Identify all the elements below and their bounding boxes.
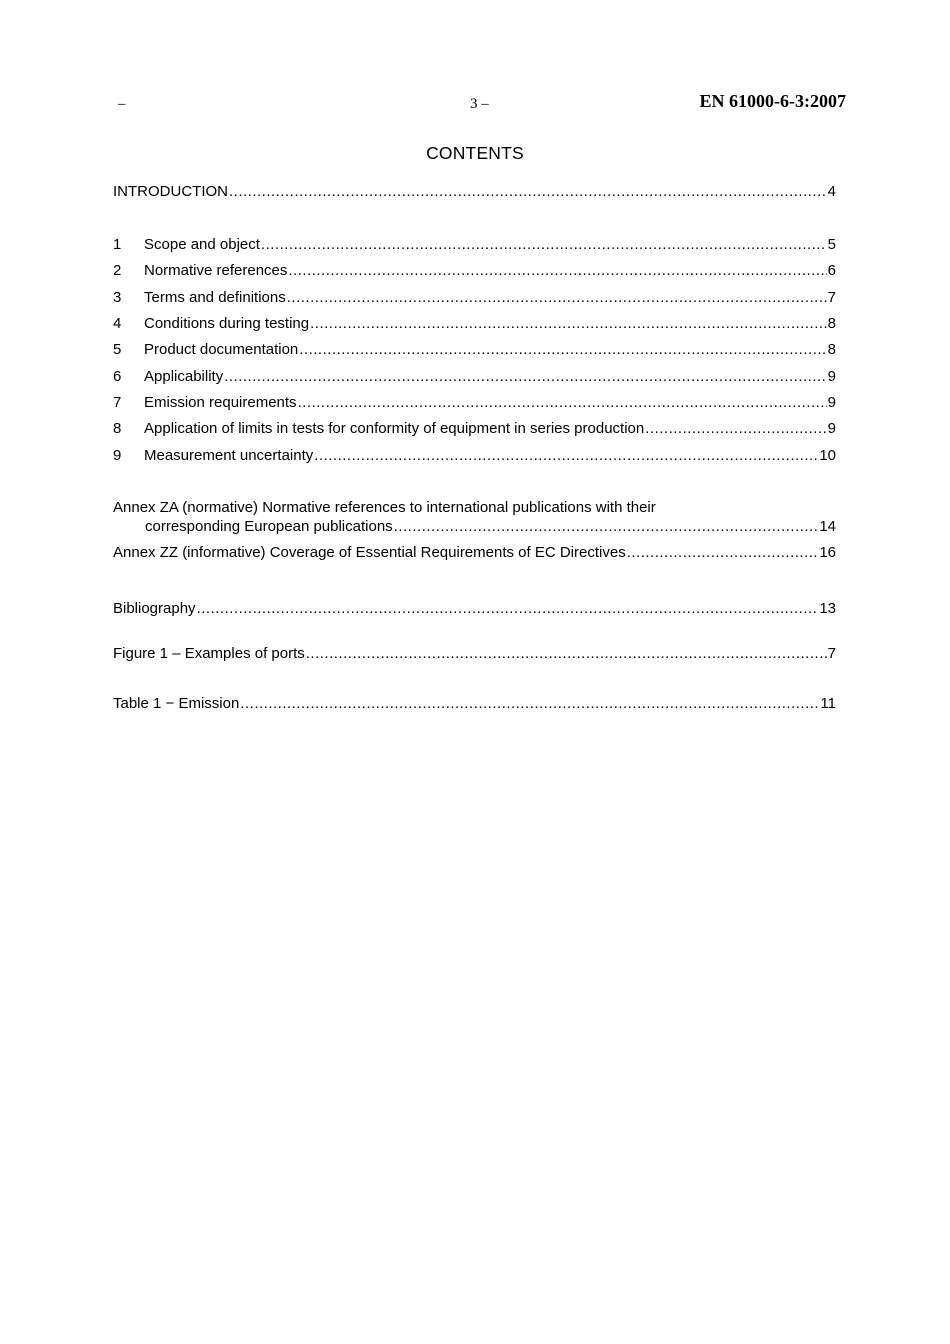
toc-entry-label: Conditions during testing [144, 315, 310, 332]
toc-entry-annex-za[interactable] [145, 517, 836, 537]
toc-entry-bibliography[interactable] [113, 599, 836, 619]
toc-entry-figure-1[interactable] [113, 644, 836, 664]
toc-entry-clause-9[interactable] [113, 446, 836, 466]
toc-entry-clause-8[interactable] [113, 419, 836, 439]
toc-entry-clause-3[interactable] [113, 288, 836, 308]
toc-entry-page: 11 [820, 695, 836, 712]
toc-entry-page: 5 [827, 236, 836, 253]
toc-entry-label: Annex ZZ (informative) Coverage of Essential Requirements of EC Directives [113, 544, 626, 561]
toc-entry-label: Measurement uncertainty [144, 447, 314, 464]
contents-title: CONTENTS [426, 143, 524, 163]
toc-entry-page: 7 [827, 289, 836, 306]
toc-entry-page: 9 [827, 420, 836, 437]
dot-leader [299, 340, 826, 360]
toc-entry-label: Applicability [144, 368, 224, 385]
toc-entry-annex-za-title[interactable]: Annex ZA (normative) Normative references to international publications with their [113, 499, 656, 516]
toc-entry-label: Emission requirements [144, 394, 297, 411]
toc-entry-label: Application of limits in tests for conformity of equipment in series production [144, 420, 645, 437]
toc-entry-page: 4 [827, 183, 836, 200]
toc-entry-page: 6 [827, 262, 836, 279]
toc-entry-page: 10 [819, 447, 836, 464]
dot-leader [310, 314, 827, 334]
toc-entry-number: 9 [113, 447, 122, 464]
toc-entry-clause-4[interactable] [113, 314, 836, 334]
toc-entry-label: Normative references [144, 262, 288, 279]
dot-leader [298, 393, 827, 413]
toc-entry-label: corresponding European publications [145, 518, 393, 535]
toc-entry-clause-7[interactable] [113, 393, 836, 413]
toc-entry-page: 8 [827, 315, 836, 332]
toc-entry-number: 8 [113, 420, 122, 437]
toc-entry-number: 7 [113, 394, 122, 411]
toc-entry-page: 14 [819, 518, 836, 535]
dot-leader [197, 599, 819, 619]
toc-entry-clause-5[interactable] [113, 340, 836, 360]
toc-entry-label: Scope and object [144, 236, 260, 253]
standard-number: EN 61000-6-3:2007 [699, 91, 846, 111]
toc-entry-label: Table 1 − Emission [113, 695, 240, 712]
toc-entry-number: 2 [113, 262, 122, 279]
toc-entry-clause-6[interactable] [113, 367, 836, 387]
toc-entry-number: 5 [113, 341, 122, 358]
toc-entry-introduction[interactable] [113, 182, 836, 202]
header-dash: – [118, 96, 126, 112]
dot-leader [261, 235, 827, 255]
toc-entry-label: Figure 1 – Examples of ports [113, 645, 305, 662]
toc-entry-number: 1 [113, 236, 122, 253]
toc-entry-annex-zz[interactable] [113, 543, 836, 563]
toc-entry-table-1[interactable] [113, 694, 836, 714]
toc-entry-page: 13 [819, 600, 836, 617]
toc-entry-label: Terms and definitions [144, 289, 286, 306]
toc-entry-label: Product documentation [144, 341, 299, 358]
toc-entry-page: 8 [827, 341, 836, 358]
dot-leader [287, 288, 827, 308]
dot-leader [645, 419, 826, 439]
toc-entry-page: 16 [819, 544, 836, 561]
toc-entry-clause-1[interactable] [113, 235, 836, 255]
toc-entry-clause-2[interactable] [113, 261, 836, 281]
toc-entry-page: 9 [827, 368, 836, 385]
toc-entry-label: Bibliography [113, 600, 196, 617]
dot-leader [306, 644, 827, 664]
toc-entry-page: 7 [827, 645, 836, 662]
toc-entry-label: INTRODUCTION [113, 183, 228, 200]
dot-leader [394, 517, 819, 537]
toc-entry-number: 4 [113, 315, 122, 332]
toc-entry-number: 3 [113, 289, 122, 306]
page-number: 3 – [470, 96, 489, 112]
dot-leader [224, 367, 826, 387]
toc-entry-number: 6 [113, 368, 122, 385]
toc-entry-page: 9 [827, 394, 836, 411]
dot-leader [240, 694, 819, 714]
dot-leader [627, 543, 819, 563]
dot-leader [314, 446, 818, 466]
dot-leader [288, 261, 826, 281]
dot-leader [229, 182, 827, 202]
